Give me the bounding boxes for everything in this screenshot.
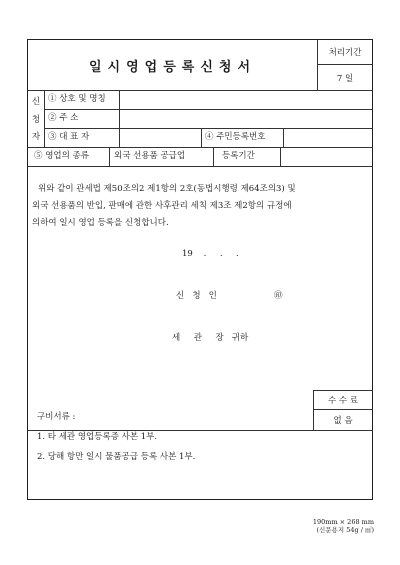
representative-field[interactable] <box>120 129 201 147</box>
paper-spec-note <box>313 518 374 534</box>
business-type-value: 외국 선용품 공급업 <box>114 151 186 161</box>
application-statement: 위와 같이 관세법 제50조의2 제1항의 2호(동법시행령 제64조의3) 및 외국 선용품의 반입, 판매에 관한 사후관리 세칙 제3조 제2항의 규정에 의하여 일시 영업 등록을 신청합니다. <box>32 184 296 228</box>
application-date: 19 . . . <box>182 249 239 259</box>
paper-size: 190mm × 268 mm <box>312 518 374 526</box>
applicant-signature-label: 신 청 인 <box>176 291 217 301</box>
addressee: 세 관 장 귀하 <box>172 333 249 343</box>
resident-number-field[interactable] <box>284 129 373 147</box>
required-document-item: 2. 당해 항만 일시 물품공급 등록 사본 1부. <box>37 452 196 462</box>
processing-period-label: 처리기간 <box>328 48 362 58</box>
processing-period-value: 7 일 <box>336 73 354 84</box>
registration-period-label: 등록기간 <box>222 151 255 161</box>
address-field[interactable] <box>120 110 373 128</box>
fee-value: 없 음 <box>333 416 353 426</box>
company-name-label: ① 상호 및 명칭 <box>48 94 106 104</box>
business-type-label: ⑤ 영업의 종류 <box>34 151 89 161</box>
application-form <box>27 39 373 500</box>
seal-mark: ㊞ <box>274 291 283 301</box>
registration-period-field[interactable] <box>281 148 373 166</box>
fee-label: 수 수 료 <box>327 395 359 406</box>
form-title: 일시영업등록신청서 <box>88 59 257 75</box>
required-documents-title: 구비서류 : <box>37 412 76 422</box>
resident-number-label: ④ 주민등록번호 <box>205 132 266 142</box>
required-document-item: 1. 타 세관 영업등록증 사본 1부. <box>37 432 158 442</box>
applicant-label: 신 청 자 <box>31 97 41 142</box>
paper-weight: (신문용지 54g / ㎡) <box>316 526 374 534</box>
address-label: ② 주 소 <box>48 113 79 123</box>
representative-label: ③ 대 표 자 <box>48 132 90 142</box>
company-name-field[interactable] <box>120 91 373 109</box>
